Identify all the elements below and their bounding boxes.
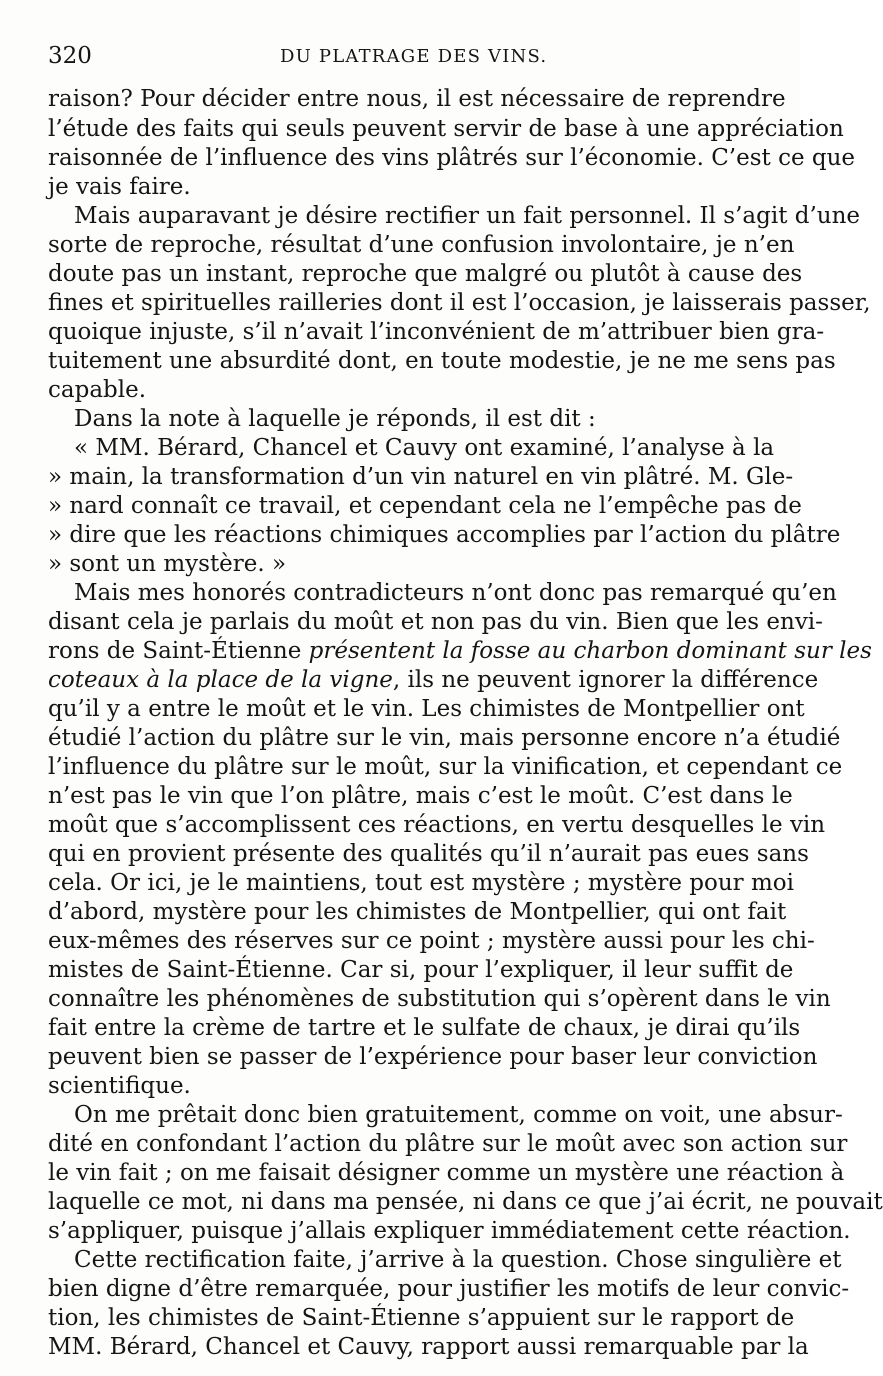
- text-line: l’influence du plâtre sur le moût, sur la vinification, et cependant ce: [48, 754, 843, 780]
- quote-line: » dire que les réactions chimiques accomplies par l’action du plâtre: [48, 522, 841, 548]
- text-line: connaître les phénomènes de substitution qui s’opèrent dans le vin: [48, 986, 831, 1012]
- text-line: rons de Saint-Étienne présentent la fosse au charbon dominant sur les: [48, 638, 872, 664]
- text-line: dité en confondant l’action du plâtre sur le moût avec son action sur: [48, 1131, 848, 1157]
- text-line: n’est pas le vin que l’on plâtre, mais c’est le moût. C’est dans le: [48, 783, 793, 809]
- text-line: doute pas un instant, reproche que malgré ou plutôt à cause des: [48, 261, 803, 287]
- page-number: 320: [48, 43, 92, 69]
- quote-line: » nard connaît ce travail, et cependant cela ne l’empêche pas de: [48, 493, 802, 519]
- text-line: étudié l’action du plâtre sur le vin, mais personne encore n’a étudié: [48, 725, 841, 751]
- text-line: sorte de reproche, résultat d’une confusion involontaire, je n’en: [48, 232, 795, 258]
- text-line: capable.: [48, 377, 147, 403]
- text-line: coteaux à la place de la vigne, ils ne peuvent ignorer la différence: [48, 667, 819, 693]
- text-line: On me prêtait donc bien gratuitement, comme on voit, une absur-: [74, 1102, 843, 1128]
- running-head: DU PLATRAGE DES VINS.: [280, 46, 548, 67]
- text-line: Cette rectification faite, j’arrive à la question. Chose singulière et: [74, 1247, 842, 1273]
- text-line: Mais auparavant je désire rectifier un fait personnel. Il s’agit d’une: [74, 203, 861, 229]
- quote-line: » main, la transformation d’un vin naturel en vin plâtré. M. Gle-: [48, 464, 794, 490]
- text-line: scientifique.: [48, 1073, 191, 1099]
- text-line: peuvent bien se passer de l’expérience pour baser leur conviction: [48, 1044, 818, 1070]
- text-line: s’appliquer, puisque j’allais expliquer immédiatement cette réaction.: [48, 1218, 851, 1244]
- text-line: d’abord, mystère pour les chimistes de Montpellier, qui ont fait: [48, 899, 787, 925]
- text-line: le vin fait ; on me faisait désigner comme un mystère une réaction à: [48, 1160, 845, 1186]
- text-line: fait entre la crème de tartre et le sulfate de chaux, je dirai qu’ils: [48, 1015, 801, 1041]
- text-line: MM. Bérard, Chancel et Cauvy, rapport aussi remarquable par la: [48, 1334, 809, 1360]
- text-line: qui en provient présente des qualités qu’il n’aurait pas eues sans: [48, 841, 809, 867]
- text-line: je vais faire.: [48, 174, 191, 200]
- text-line: fines et spirituelles railleries dont il est l’occasion, je laisserais passer,: [48, 290, 871, 316]
- quote-line: « MM. Bérard, Chancel et Cauvy ont examiné, l’analyse à la: [74, 435, 775, 461]
- text-line: disant cela je parlais du moût et non pas du vin. Bien que les envi-: [48, 609, 823, 635]
- text-line: raison? Pour décider entre nous, il est nécessaire de reprendre: [48, 86, 786, 112]
- text-line: qu’il y a entre le moût et le vin. Les chimistes de Montpellier ont: [48, 696, 805, 722]
- text-line: Dans la note à laquelle je réponds, il est dit :: [74, 406, 596, 432]
- text-line: mistes de Saint-Étienne. Car si, pour l’expliquer, il leur suffit de: [48, 957, 794, 983]
- text-line: tion, les chimistes de Saint-Étienne s’appuient sur le rapport de: [48, 1305, 795, 1331]
- text-line: Mais mes honorés contradicteurs n’ont donc pas remarqué qu’en: [74, 580, 837, 606]
- text-line: quoique injuste, s’il n’avait l’inconvénient de m’attribuer bien gra-: [48, 319, 825, 345]
- text-line: bien digne d’être remarquée, pour justifier les motifs de leur convic-: [48, 1276, 850, 1302]
- quote-line: » sont un mystère. »: [48, 551, 287, 577]
- text-line: tuitement une absurdité dont, en toute modestie, je ne me sens pas: [48, 348, 836, 374]
- text-line: moût que s’accomplissent ces réactions, en vertu desquelles le vin: [48, 812, 826, 838]
- text-line: raisonnée de l’influence des vins plâtrés sur l’économie. C’est ce que: [48, 145, 856, 171]
- text-line: laquelle ce mot, ni dans ma pensée, ni dans ce que j’ai écrit, ne pouvait: [48, 1189, 883, 1215]
- text-line: l’étude des faits qui seuls peuvent servir de base à une appréciation: [48, 116, 844, 142]
- text-line: cela. Or ici, je le maintiens, tout est mystère ; mystère pour moi: [48, 870, 794, 896]
- text-line: eux-mêmes des réserves sur ce point ; mystère aussi pour les chi-: [48, 928, 815, 954]
